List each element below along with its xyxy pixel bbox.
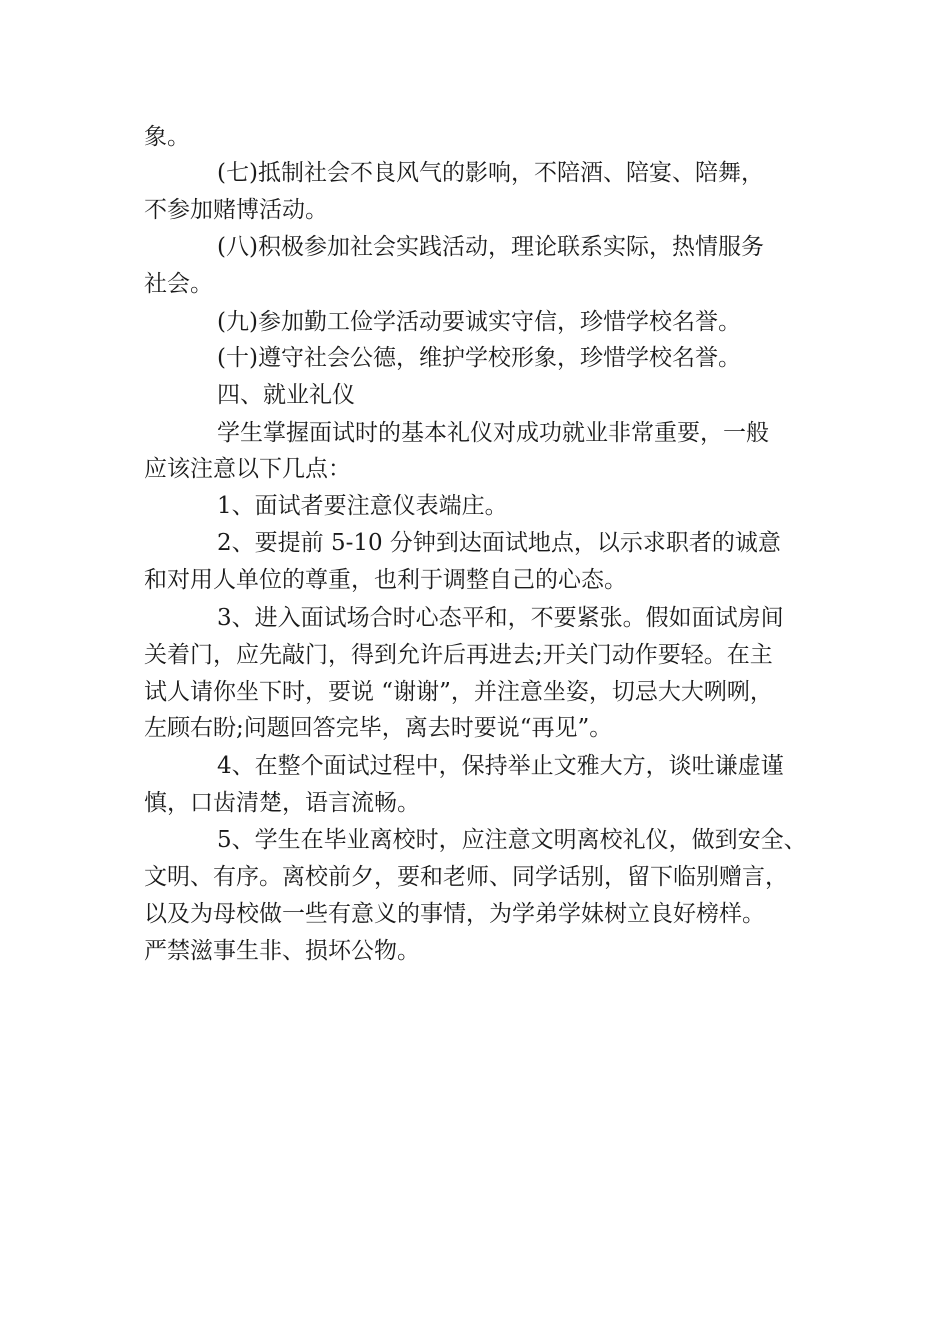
text-line: 关着门，应先敲门，得到允许后再进去;开关门动作要轻。在主 — [144, 642, 773, 668]
text-line: 社会。 — [144, 271, 213, 297]
text-line: 慎，口齿清楚，语言流畅。 — [144, 790, 420, 816]
text-line: 和对用人单位的尊重，也利于调整自己的心态。 — [144, 567, 627, 593]
text-line: (十)遵守社会公德，维护学校形象，珍惜学校名誉。 — [217, 345, 741, 371]
text-line: 左顾右盼;问题回答完毕，离去时要说“再见”。 — [144, 715, 613, 741]
text-line: 象。 — [144, 124, 190, 150]
text-line: 1、面试者要注意仪表端庄。 — [217, 493, 508, 519]
text-line: (七)抵制社会不良风气的影响，不陪酒、陪宴、陪舞， — [217, 160, 764, 186]
text-line: 严禁滋事生非、损坏公物。 — [144, 938, 420, 964]
text-line: 2、要提前 5-10 分钟到达面试地点，以示求职者的诚意 — [217, 530, 781, 556]
text-line: 应该注意以下几点： — [144, 456, 351, 482]
text-line: (八)积极参加社会实践活动，理论联系实际，热情服务 — [217, 234, 764, 260]
text-line: 不参加赌博活动。 — [144, 197, 328, 223]
text-line: (九)参加勤工俭学活动要诚实守信，珍惜学校名誉。 — [217, 309, 741, 335]
text-line: 4、在整个面试过程中，保持举止文雅大方，谈吐谦虚谨 — [217, 753, 784, 779]
text-line: 3、进入面试场合时心态平和，不要紧张。假如面试房间 — [217, 605, 784, 631]
text-line: 试人请你坐下时，要说 “谢谢”，并注意坐姿，切忌大大咧咧， — [144, 679, 773, 705]
text-line: 学生掌握面试时的基本礼仪对成功就业非常重要，一般 — [217, 420, 769, 446]
section-heading: 四、就业礼仪 — [217, 382, 355, 408]
text-line: 以及为母校做一些有意义的事情，为学弟学妹树立良好榜样。 — [144, 901, 765, 927]
text-line: 5、学生在毕业离校时，应注意文明离校礼仪，做到安全、 — [217, 827, 807, 853]
text-line: 文明、有序。离校前夕，要和老师、同学话别，留下临别赠言， — [144, 864, 788, 890]
